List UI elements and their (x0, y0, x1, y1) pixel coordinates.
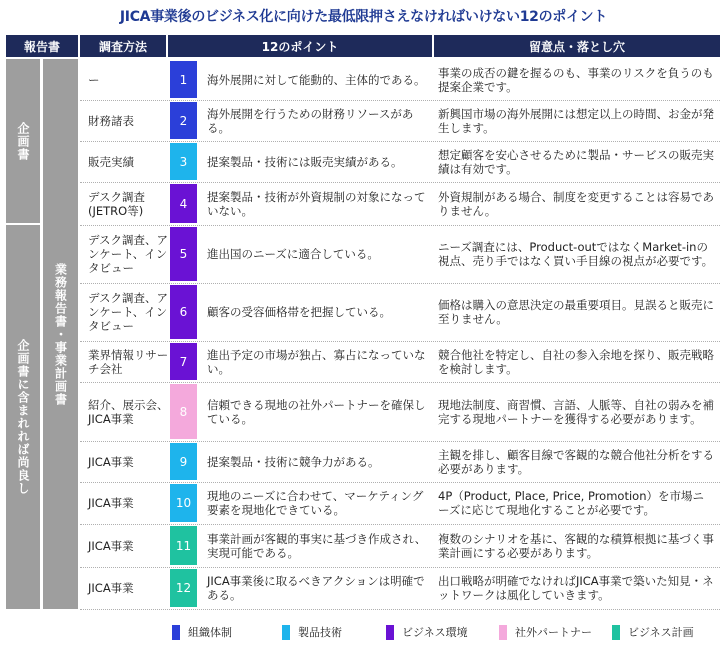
note-text: 主観を排し、顧客目線で客観的な競合他社分析をする必要があります。 (438, 447, 714, 476)
table-row (80, 283, 720, 341)
report-group-gyomu-label: 業務報告書・事業計画書 (53, 262, 68, 406)
legend-label: 製品技術 (298, 626, 342, 639)
point-number-badge: 10 (170, 484, 197, 522)
row-method: 紹介、展示会、JICA事業 (88, 397, 169, 426)
header-method-label: 調査方法 (98, 39, 147, 54)
note-text: 競合他社を特定し、自社の参入余地を探り、販売戦略を検討します。 (438, 347, 714, 376)
report-group-preferred-label: 企画書に含まれれば尚良し (16, 339, 30, 495)
note-text: ニーズ調査には、Product-outではなくMarket-inの視点、売り手ではなく買い手目線の視点が必要です。 (438, 240, 714, 268)
legend-swatch (386, 625, 394, 640)
point-text: 海外展開に対して能動的、主体的である。 (207, 72, 426, 87)
page-title: JICA事業後のビジネス化に向けた最低限押さえなければいけない12のポイント (119, 9, 608, 25)
table-row (80, 567, 720, 609)
row-method: JICA事業 (88, 538, 134, 553)
legend-label: 社外パートナー (515, 626, 592, 639)
legend-label: ビジネス計画 (628, 626, 694, 639)
point-text: 顧客の受容価格帯を把握している。 (207, 305, 391, 319)
row-method: 業界情報リサーチ会社 (88, 347, 169, 376)
point-number-badge: 12 (170, 569, 197, 607)
table-row (80, 59, 720, 100)
point-number-badge: 11 (170, 526, 197, 565)
row-method: デスク調査、アンケート、インタビュー (88, 233, 169, 275)
table-row (80, 100, 720, 141)
point-text: 進出予定の市場が独占、寡占になっていない。 (207, 347, 426, 376)
row-method: デスク調査(JETRO等) (88, 189, 146, 218)
table-row (80, 441, 720, 482)
legend-item (282, 624, 342, 640)
row-method: 販売実績 (88, 154, 134, 169)
row-method: JICA事業 (88, 581, 134, 595)
row-method: JICA事業 (88, 454, 134, 469)
table-row (80, 182, 720, 225)
report-group-preferred (6, 225, 40, 609)
legend-swatch (282, 625, 290, 640)
point-text: 提案製品・技術に競争力がある。 (207, 454, 380, 469)
row-method: デスク調査、アンケート、インタビュー (88, 291, 169, 333)
point-text: 信頼できる現地の社外パートナーを確保している。 (207, 397, 426, 426)
legend-swatch (499, 625, 507, 640)
note-text: 新興国市場の海外展開には想定以上の時間、お金が発生します。 (438, 106, 714, 135)
point-number-badge: 9 (170, 443, 197, 480)
point-number-badge: 6 (170, 285, 197, 339)
row-method: ー (88, 72, 100, 87)
point-text: 現地のニーズに合わせて、マーケティング要素を現地化できている。 (207, 489, 424, 517)
point-text: 提案製品・技術が外資規制の対象になっていない。 (207, 189, 426, 218)
legend-item (499, 624, 592, 640)
row-divider (80, 609, 720, 610)
legend-item (612, 624, 694, 640)
report-group-gyomu (43, 59, 78, 609)
point-number-badge: 1 (170, 61, 197, 98)
point-number-badge: 4 (170, 184, 197, 223)
row-method: 財務諸表 (88, 113, 134, 128)
point-text: 進出国のニーズに適合している。 (207, 247, 379, 261)
point-text: 提案製品・技術には販売実績がある。 (207, 154, 403, 169)
point-number-badge: 2 (170, 102, 197, 139)
point-text: 事業計画が客観的事実に基づき作成され、実現可能である。 (207, 531, 427, 560)
report-group-kikakusho-label: 企画書 (16, 121, 30, 161)
header-points (168, 35, 432, 57)
point-text: 海外展開を行うための財務リソースがある。 (207, 106, 414, 135)
legend-label: 組織体制 (188, 626, 232, 639)
note-text: 4P（Product, Place, Price, Promotion）を市場ニーズに応じて現地化することが必要です。 (438, 489, 704, 517)
point-number-badge: 8 (170, 384, 197, 439)
header-method (80, 35, 166, 57)
table-row (80, 141, 720, 182)
header-report (6, 35, 78, 57)
note-text: 出口戦略が明確でなければJICA事業で築いた知見・ネットワークは風化していきます。 (438, 574, 714, 602)
legend-item (386, 624, 468, 640)
point-number-badge: 3 (170, 143, 197, 180)
note-text: 事業の成否の鍵を握るのも、事業のリスクを負うのも提案企業です。 (438, 65, 714, 94)
point-text: JICA事業後に取るべきアクションは明確である。 (207, 574, 425, 602)
note-text: 想定顧客を安心させるために製品・サービスの販売実績は有効です。 (438, 147, 714, 176)
header-report-label: 報告書 (23, 39, 60, 54)
header-notes-label: 留意点・落とし穴 (528, 39, 625, 54)
table-row (80, 382, 720, 441)
table-row (80, 524, 720, 567)
legend-swatch (172, 625, 180, 640)
row-method: JICA事業 (88, 496, 134, 510)
header-points-label: 12のポイント (261, 39, 339, 54)
point-number-badge: 5 (170, 227, 197, 281)
note-text: 現地法制度、商習慣、言語、人脈等、自社の弱みを補完する現地パートナーを獲得する必要があります。 (438, 397, 714, 426)
legend-item (172, 624, 232, 640)
table-row (80, 341, 720, 382)
table-row (80, 225, 720, 283)
legend-swatch (612, 625, 620, 640)
header-notes (434, 35, 720, 57)
legend-label: ビジネス環境 (402, 626, 468, 639)
point-number-badge: 7 (170, 343, 197, 380)
note-text: 複数のシナリオを基に、客観的な積算根拠に基づく事業計画にする必要があります。 (438, 531, 714, 560)
report-group-kikakusho (6, 59, 40, 223)
note-text: 価格は購入の意思決定の最重要項目。見誤ると販売に至りません。 (438, 298, 714, 326)
note-text: 外資規制がある場合、制度を変更することは容易でありません。 (438, 189, 714, 218)
table-row (80, 482, 720, 524)
